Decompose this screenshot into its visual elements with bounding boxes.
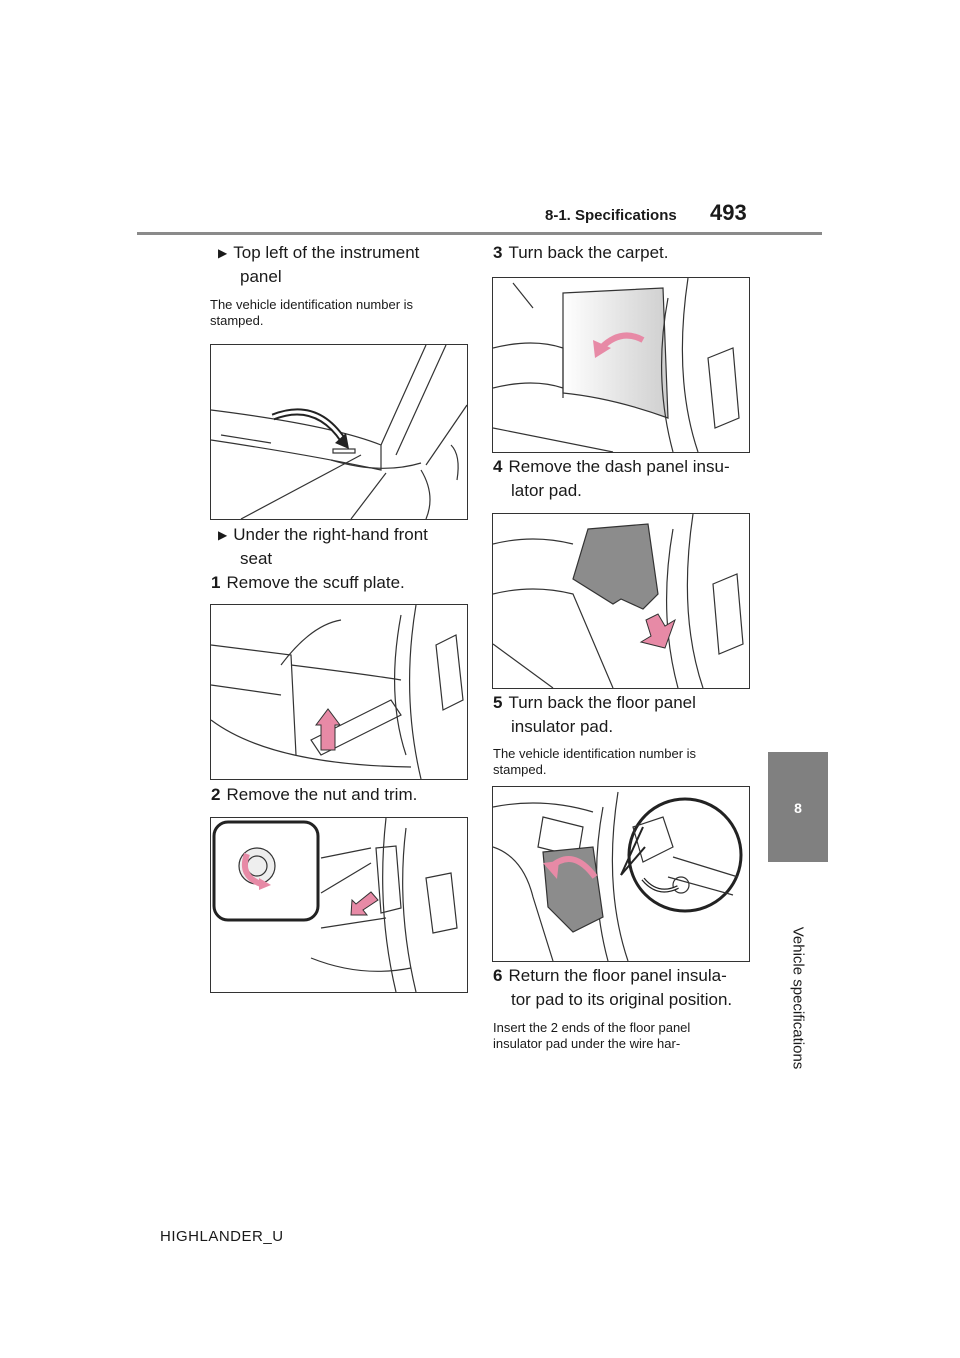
step-text: Return the floor panel insula- [508,966,727,985]
figure-floor-insulator-pad [492,786,750,962]
figure-carpet [492,277,750,453]
bullet-text: Top left of the instrument [233,243,420,262]
triangle-bullet-icon: ▶ [218,528,228,542]
step-number: 2 [211,785,221,804]
step-text: Remove the dash panel insu- [508,457,730,476]
header-divider [137,232,822,235]
step-number: 6 [493,966,503,985]
nut-trim-illustration [211,818,467,992]
step-5 [493,692,696,714]
page-number: 493 [710,200,747,225]
bullet-instrument-panel [218,242,419,264]
floor-insulator-illustration [493,787,749,961]
triangle-bullet-icon: ▶ [218,246,228,260]
section-title: 8-1. Specifications [545,207,677,224]
figure-dash-insulator-pad [492,513,750,689]
figure-instrument-panel [210,344,468,520]
scuff-plate-illustration [211,605,467,779]
step-text: Remove the scuff plate. [226,573,405,592]
step-4 [493,456,730,478]
bullet-right-front-seat-cont: seat [240,549,273,568]
note-insert-ends-b: insulator pad under the wire har- [493,1036,681,1051]
chapter-title: Vehicle specifications [789,926,807,1070]
step-4-cont: lator pad. [511,481,582,500]
note-vin-stamped-1a: The vehicle identification number is [210,297,414,312]
step-2 [211,784,417,806]
step-number: 1 [211,573,221,592]
step-number: 5 [493,693,503,712]
note-insert-ends-a: Insert the 2 ends of the floor panel [493,1020,691,1035]
note-vin-stamped-1b: stamped. [210,313,264,328]
step-text: Turn back the floor panel [508,693,696,712]
chapter-number: 8 [794,800,802,816]
instrument-panel-illustration [211,345,467,519]
step-number: 4 [493,457,503,476]
step-number: 3 [493,243,503,262]
carpet-illustration [493,278,749,452]
note-vin-stamped-2a: The vehicle identification number is [493,746,697,761]
step-6 [493,965,727,987]
footer-model: HIGHLANDER_U [160,1228,284,1245]
figure-nut-trim [210,817,468,993]
bullet-instrument-panel-cont: panel [240,267,282,286]
step-1 [211,572,405,594]
figure-scuff-plate [210,604,468,780]
step-6-cont: tor pad to its original position. [511,990,733,1009]
chapter-tab [768,752,828,862]
step-text: Remove the nut and trim. [226,785,418,804]
step-text: Turn back the carpet. [508,243,669,262]
bullet-text: Under the right-hand front [233,525,428,544]
step-5-cont: insulator pad. [511,717,614,736]
note-vin-stamped-2b: stamped. [493,762,547,777]
step-3 [493,242,668,264]
dash-insulator-illustration [493,514,749,688]
bullet-right-front-seat [218,524,428,546]
